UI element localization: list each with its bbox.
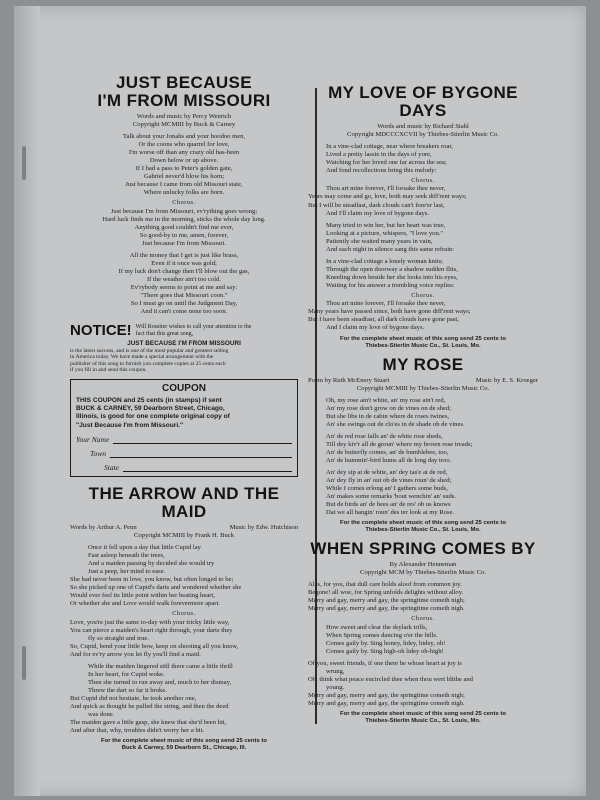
song-title: WHEN SPRING COMES BY (310, 539, 536, 559)
coupon-state-field (76, 463, 292, 472)
lyric-line: An' de butterfly comes, an' de bumblebee, too, (326, 448, 449, 456)
lyric-line: In a vine-clad cottage a lonely woman knits; (326, 257, 444, 265)
song-title: MY ROSE (382, 354, 464, 374)
lyric-line: And each night in silence sang this same refrain: (326, 245, 455, 253)
credit-line: Copyright MDCCCXCVII by Thiebes-Stierlin Music Co. (347, 130, 499, 138)
lyric-line: How sweet and clear the skylark trills, (326, 623, 428, 631)
lyric-line: Patiently she waited many years in vain, (326, 237, 433, 245)
notice-line: if you fill in and send this coupon. (70, 367, 147, 374)
lyric-line: An' dey fly in an' out ob de vines roun' de shed; (326, 476, 452, 484)
closing-line: Buck & Carney, 59 Dearborn St., Chicago, Ill. (121, 745, 247, 752)
lyric-line: Oh, think what peace encircled thee when thou wert blithe and (308, 675, 473, 683)
lyric-line: And after that, why, troubles didn't worry her a bit. (70, 727, 205, 735)
closing-line: For the complete sheet music of this song send 25 cents to (340, 711, 506, 718)
closing-line: Thiebes-Stierlin Music Co., St. Louis, Mo. (365, 342, 481, 349)
fill-in-line (110, 449, 292, 458)
closing-note (308, 711, 538, 725)
verse (70, 663, 298, 735)
notice-line: Will Rossiter wishes to call your attention to the (135, 324, 252, 331)
lyric-line: Gabriel never'd blow his horn; (143, 172, 225, 180)
field-label: State (104, 463, 119, 473)
lyric-line: And fond recollections bring this melody: (326, 166, 437, 174)
lyric-line: Or whether she and Love would walk forevermore apart. (70, 600, 220, 608)
chorus (308, 300, 538, 332)
lyric-line: Of you, sweet friends, if one there be whose heart at joy is (308, 659, 462, 667)
lyric-line: Just because I came from old Missouri state, (125, 180, 243, 188)
notice-body (70, 348, 298, 374)
coupon-line: "Just Because I'm from Missouri." (76, 421, 184, 429)
lyric-line: Merry and gay, merry and gay, the springtime cometh nigh. (308, 700, 465, 708)
page-spine (14, 6, 40, 796)
notice-heading: NOTICE! (70, 321, 132, 339)
lyric-line: All the money that I get is just like brass, (129, 251, 239, 259)
left-column (70, 74, 298, 758)
coupon-body (76, 397, 292, 430)
lyric-line: Till dey kiv'r all de groun' where my brown rose treads; (326, 440, 473, 448)
song-credits (308, 561, 538, 577)
song-title (70, 74, 298, 110)
lyric-line: Through the open doorway a shadow sudden flits, (326, 265, 458, 273)
lyric-line: While I comes erlong an' I gathers some buds, (326, 484, 448, 492)
lyric-line: And I claim my love of bygone days. (326, 324, 425, 332)
closing-line: For the complete sheet music of this song send 25 cents to (340, 335, 506, 342)
notice-line: in America today. We have made a special arrangement with the (70, 354, 214, 361)
lyric-line: An' makes some remarks 'bout wenchin' an' suds. (326, 492, 457, 500)
lyric-line: Thou art mine forever, I'll forsake thee never, (326, 185, 446, 193)
lyric-line: If the weather ain't too cold. (146, 275, 222, 283)
chorus-label: Chorus. (411, 615, 435, 623)
credit-line: By Alexander Henneman (389, 561, 457, 568)
lyric-line: But de birds an' de bees an' de res' ob us knows (326, 500, 451, 508)
lyric-line: Many years have passed since, both have gone diff'rent ways; (308, 308, 471, 316)
lyric-line: An' de red rose falls an' de white rose sheds, (326, 432, 443, 440)
lyric-line: Or the coons who quarrel for love, (138, 140, 230, 148)
lyric-line: Dat we all hangin' roun' des ter look at my Rose. (326, 508, 455, 516)
lyric-line: The maiden gave a little gasp, she knew that she'd been hit, (70, 719, 227, 727)
lyric-line: In a vine-clad cottage, near where breakers roar, (326, 142, 453, 150)
verse (70, 544, 298, 608)
lyric-line: Many tried to win her, but her heart was true, (326, 221, 446, 229)
credit-line: Copyright MCMIII by Buck & Carney (132, 120, 236, 128)
song-my-rose (308, 356, 538, 535)
verse (308, 469, 538, 517)
verse (70, 133, 298, 197)
closing-line: Thiebes-Stierlin Music Co., St. Louis, Mo. (365, 527, 481, 534)
staple-bottom (22, 646, 26, 680)
lyric-line: And for ev'ry arrow you let fly you'll find a maid. (70, 650, 201, 658)
lyric-line: In her heart, for Cupid woke. (88, 670, 165, 678)
lyric-line: young. (326, 683, 345, 691)
copyright-line: Copyright MCMIII by Frank H. Buck (133, 531, 234, 539)
lyric-line: I'm worse off than any crazy old has-been (128, 148, 240, 156)
lyric-line: Threw the dart so far it broke. (88, 687, 167, 694)
song-just-because-im-from-missouri (70, 74, 298, 316)
lyric-line: But I have been steadfast, all dark clouds have gone past, (308, 316, 459, 324)
song-when-spring-comes-by (308, 540, 538, 725)
lyric-line: But I will be steadfast, dark clouds can't fore'er last, (308, 201, 445, 209)
verse (308, 581, 538, 613)
song-credits (70, 113, 298, 129)
title-line: JUST BECAUSE (115, 73, 253, 92)
lyric-line: Looking at a picture, whispers, "I love you." (326, 229, 444, 237)
lyric-line: Oh, my rose ain't white, an' my rose ain't red, (326, 396, 446, 404)
song-credits (308, 123, 538, 139)
lyric-line: So, Cupid, bend your little bow, keep on shooting all you know, (70, 642, 239, 650)
coupon-town-field (76, 449, 292, 458)
coupon-box (70, 379, 298, 478)
chorus-label: Chorus. (172, 199, 196, 206)
credit-music: Music by Edw. Hutchison (229, 523, 298, 531)
lyric-line: An' she swings out de clo'es in de shade ob de vines. (326, 420, 465, 428)
lyric-line: An' de hummin'-bird hums all de long day troo. (326, 456, 452, 464)
lyric-line: If my luck don't change then I'll blow out the gas, (118, 267, 250, 275)
chorus (70, 619, 298, 659)
lyric-line: Comes gaily by. Sing honey, lidey, hidey, oh! (326, 639, 446, 647)
lyric-line: Love, you're just the same to-day with your tricky little way, (70, 618, 230, 626)
closing-note (70, 738, 298, 752)
lyric-line: Merry and gay, merry and gay, the springtime cometh nigh; (308, 692, 465, 699)
lyric-line: Then she turned to run away and, much to her dismay, (88, 678, 232, 686)
verse (308, 222, 538, 254)
notice-block (70, 322, 298, 374)
title-line: I'M FROM MISSOURI (97, 90, 271, 110)
coupon-name-field (76, 435, 292, 444)
lyric-line: Fast asleep beneath the trees, (88, 551, 165, 559)
notice-text (136, 324, 252, 338)
lyric-line: Just a peep, her mind to ease. (88, 568, 166, 576)
verse (308, 143, 538, 175)
lyric-line: And I'll claim my love of bygone days. (326, 209, 430, 217)
credit-line: Copyright MCM by Thiebes-Stierlin Music Co. (360, 569, 486, 577)
verse (70, 252, 298, 316)
lyric-line: You can pierce a maiden's heart right through, your darts they (70, 626, 233, 634)
copyright-line: Copyright MCMIII by Thiebes-Stierlin Music Co. (356, 384, 490, 392)
lyric-line: Even if it once was gold; (151, 259, 217, 267)
lyric-line: Merry and gay, merry and gay, the springtime cometh nigh; (308, 597, 465, 605)
song-credits (308, 377, 538, 385)
coupon-title: COUPON (162, 382, 206, 394)
field-label: Town (90, 448, 106, 458)
lyric-line: Ev'rybody seems to point at me and say: (130, 283, 238, 291)
coupon-line: THIS COUPON and 25 cents (in stamps) if sent (76, 396, 222, 404)
lyric-line: And quick as thought he pulled the string, and then the deed (70, 703, 229, 711)
lyric-line: An' dey sip at de white, an' dey tas'e at de red, (326, 468, 448, 476)
verse (308, 433, 538, 465)
staple-top (22, 146, 26, 180)
lyric-line: So she picked up one of Cupid's darts and wondered whether she (70, 584, 242, 592)
song-title: THE ARROW AND THE MAID (88, 484, 280, 522)
lyric-line: Alas, for you, that dull care holds aloof from common joy. (308, 581, 462, 589)
chorus (70, 208, 298, 248)
right-column (308, 84, 538, 731)
verse (308, 258, 538, 290)
song-credits (70, 524, 298, 532)
credit-line: Words and music by Richard Stahl (377, 122, 469, 130)
lyric-line: So good-by to me, amen, forever, (139, 231, 229, 239)
lyric-line: So I must go on until the Judgment Day, (130, 299, 238, 307)
closing-line: For the complete sheet music of this song send 25 cents to (340, 520, 506, 526)
lyric-line: And a maiden passing by decided she would try (88, 560, 215, 567)
lyric-line: When Spring comes dancing o'er the hills. (326, 631, 438, 639)
coupon-line: BUCK & CARNEY, 59 Dearborn Street, Chicago, (76, 405, 225, 413)
lyric-line: Would ever feel its little point within her beating heart, (70, 592, 215, 600)
credit-words: Words by Arthur A. Penn (70, 523, 137, 531)
lyric-line: wrung, (326, 667, 345, 675)
credit-line: Words and music by Percy Wenrich (136, 112, 232, 120)
lyric-line: But she libs in de cabin where de roses twines, (326, 412, 450, 420)
closing-line: For the complete sheet music of this song send 25 cents to (101, 738, 267, 745)
lyric-line: Talk about your Jonahs and your hoodoo men, (122, 132, 246, 140)
lyric-line: But Cupid did not hesitate, he took another one, (70, 695, 197, 703)
lyric-line: Once it fell upon a day that little Cupid lay (88, 543, 201, 551)
fill-in-line (113, 435, 292, 444)
chorus-label: Chorus. (411, 176, 435, 184)
lyric-line: Where unlucky folks are born. (143, 188, 225, 196)
credit-words: Poem by Ruth McEnery Stuart (308, 376, 390, 384)
closing-line: Thiebes-Stierlin Music Co., St. Louis, Mo. (365, 718, 481, 725)
closing-note (308, 520, 538, 534)
lyric-line: And it can't come none too soon. (140, 307, 228, 315)
song-my-love-of-bygone-days (308, 84, 538, 350)
credit-music: Music by E. S. Kroeger (475, 376, 538, 384)
lyric-line: She had never been in love, you know, but often longed to be; (70, 576, 234, 584)
song-title: MY LOVE OF BYGONE DAYS (328, 83, 518, 120)
lyric-line: Waiting for his answer a trembling voice replies: (326, 281, 455, 289)
lyric-line: "There goes that Missouri coon." (140, 291, 228, 299)
notice-line: publisher of this song to furnish you complete copies at 25 cents each (70, 360, 226, 367)
field-label: Your Name (76, 434, 110, 444)
lyric-line: Thou art mine forever, I'll forsake thee never, (326, 300, 446, 308)
lyric-line: Merry and gay, merry and gay, the springtime cometh nigh. (308, 605, 465, 613)
closing-note (308, 336, 538, 350)
chorus-label: Chorus. (172, 610, 196, 618)
notice-line: fact that this great song, (135, 331, 194, 338)
lyric-line: Anything good couldn't find me ever, (134, 223, 234, 231)
lyric-line: Just because I'm from Missouri. (141, 239, 227, 247)
coupon-line: Illinois, is good for one complete original copy of (76, 413, 230, 421)
lyric-line: Kneeling down beside her she looks into his eyes, (326, 273, 458, 281)
lyric-line: Years may come and go, love, both may seek diff'rent ways; (308, 193, 467, 201)
notice-headline: JUST BECAUSE I'M FROM MISSOURI (127, 340, 241, 348)
lyric-line: Just because I'm from Missouri, ev'rything goes wrong; (110, 207, 258, 215)
verse (308, 660, 538, 708)
lyric-line: Down below or up above. (149, 156, 219, 164)
lyric-line: Watching for her loved one far across the sea; (326, 158, 447, 166)
chorus (308, 185, 538, 217)
song-the-arrow-and-the-maid (70, 485, 298, 752)
notice-line: is the latest success, and is one of the most popular and greatest selling (70, 347, 229, 354)
chorus (308, 624, 538, 656)
lyric-line: Begone! all woe, for Spring unfolds delights without alloy. (308, 589, 464, 597)
lyric-line: fly so straight and true. (88, 634, 149, 642)
chorus-label: Chorus. (411, 291, 435, 299)
verse (308, 397, 538, 429)
lyric-line: Comes gaily by. Sing high-oh lidey oh-high! (326, 647, 444, 655)
lyric-line: An' my rose don't grow on de vines on de shed; (326, 404, 452, 412)
lyric-line: If I had a pass to Peter's golden gate, (135, 164, 233, 172)
lyric-line: Lived a pretty lassie in the days of yore, (326, 150, 432, 158)
fill-in-line (123, 463, 292, 472)
lyric-line: While the maiden lingered still there came a little thrill (88, 662, 233, 670)
lyric-line: Hard luck finds me in the morning, sticks the whole day long. (102, 215, 266, 223)
lyric-line: was done. (88, 711, 115, 719)
